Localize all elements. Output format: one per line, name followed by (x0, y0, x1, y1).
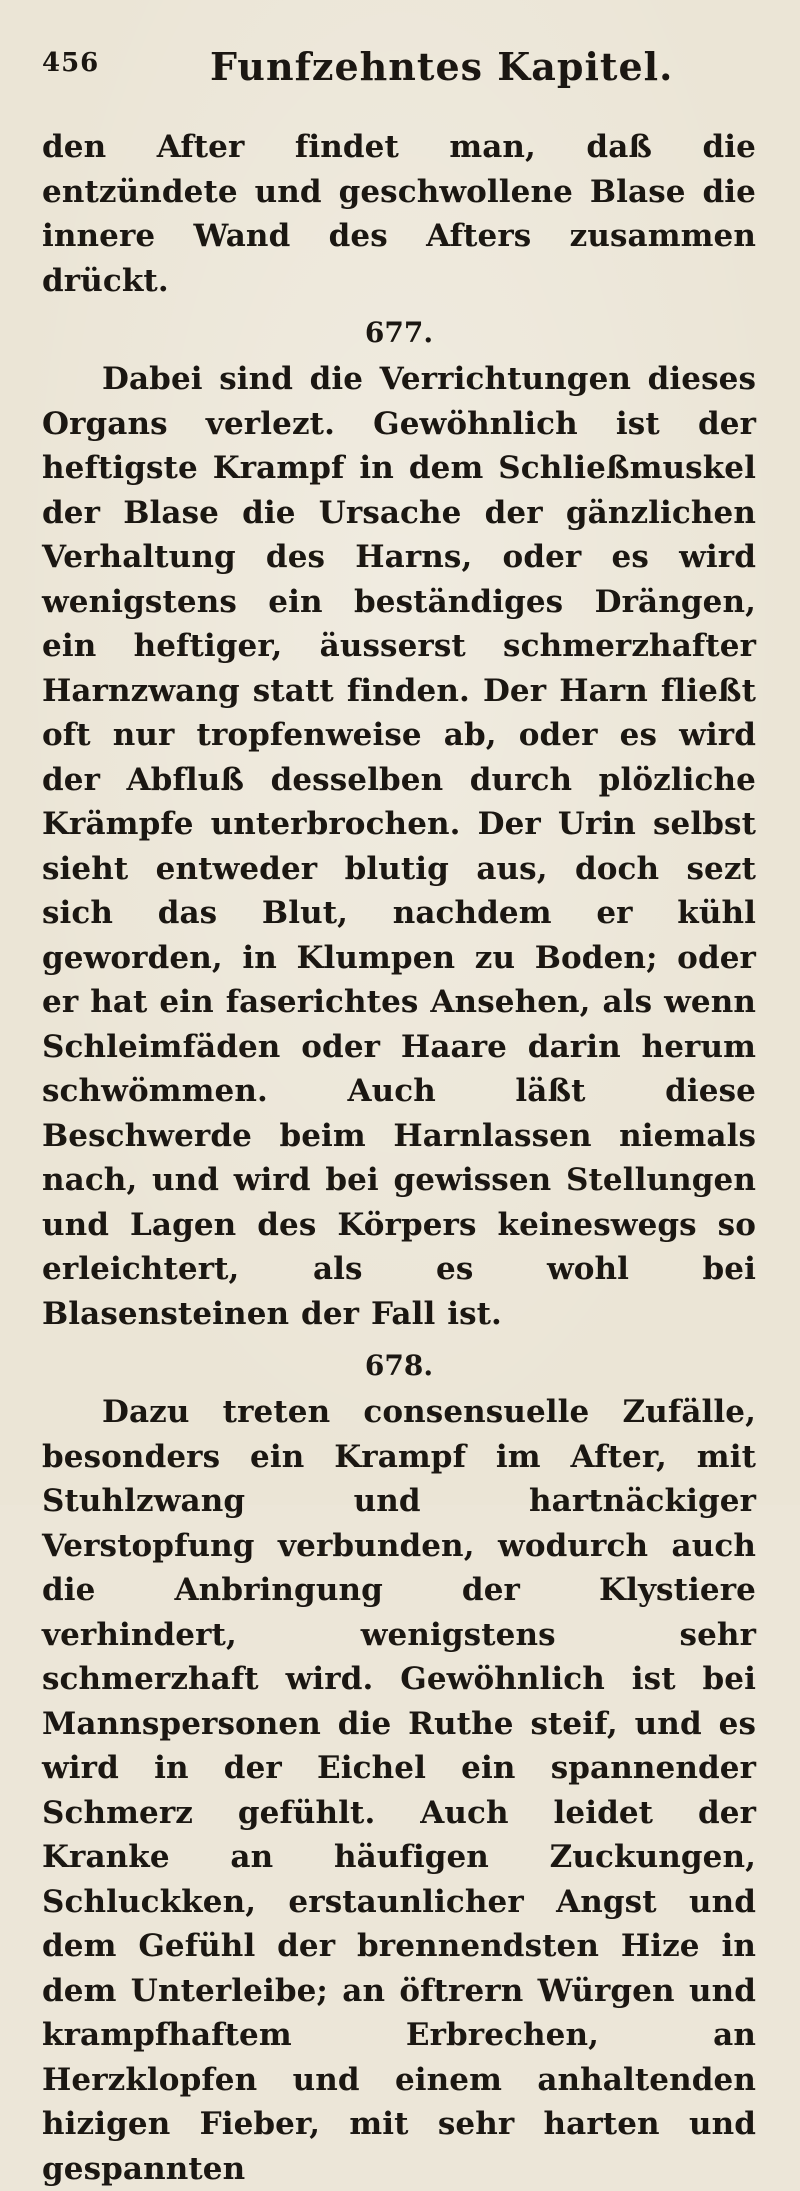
body-text (42, 125, 756, 2191)
page-number: 456 (42, 48, 100, 78)
page-header (42, 44, 760, 98)
section-number-678: 678. (364, 1349, 434, 1382)
paragraph-678: Dazu treten consensuelle Zufälle, besonders ein Krampf im After, mit Stuhlzwang und hartnäckiger Verstopfung verbunden, wodurch auch die Anbringung der Klystiere verhindert, wenigstens sehr schmerzhaft wird. Gewöhnlich ist bei Mannspersonen die Ruthe steif, und es wird in der Eichel ein spannender Schmerz gefühlt. Auch leidet der Kranke an häufigen Zuckungen, Schluckken, erstaunlicher Angst und dem Gefühl der brennendsten Hize in dem Unterleibe; an öftrern Würgen und krampfhaftem Erbrechen, an Herzklopfen und einem anhaltenden hizigen Fieber, mit sehr harten und gespannten (42, 1394, 756, 2187)
section-number-677: 677. (364, 316, 434, 349)
paragraph-continuation: den After findet man, daß die entzündete und geschwollene Blase die innere Wand des Afters zusammen drückt. (42, 129, 756, 299)
running-head: Funfzehntes Kapitel. (210, 44, 674, 89)
paragraph-677: Dabei sind die Verrichtungen dieses Organs verlezt. Gewöhnlich ist der heftigste Krampf in dem Schließmuskel der Blase die Ursache der gänzlichen Verhaltung des Harns, oder es wird wenigstens ein beständiges Drängen, ein heftiger, äusserst schmerzhafter Harnzwang statt finden. Der Harn fließt oft nur tropfenweise ab, oder es wird der Abfluß desselben durch plözliche Krämpfe unterbrochen. Der Urin selbst sieht entweder blutig aus, doch sezt sich das Blut, nachdem er kühl geworden, in Klumpen zu Boden; oder er hat ein faserichtes Ansehen, als wenn Schleimfäden oder Haare darin herum schwömmen. Auch läßt diese Beschwerde beim Harnlassen niemals nach, und wird bei gewissen Stellungen und Lagen des Körpers keineswegs so erleichtert, als es wohl bei Blasensteinen der Fall ist. (42, 361, 756, 1332)
